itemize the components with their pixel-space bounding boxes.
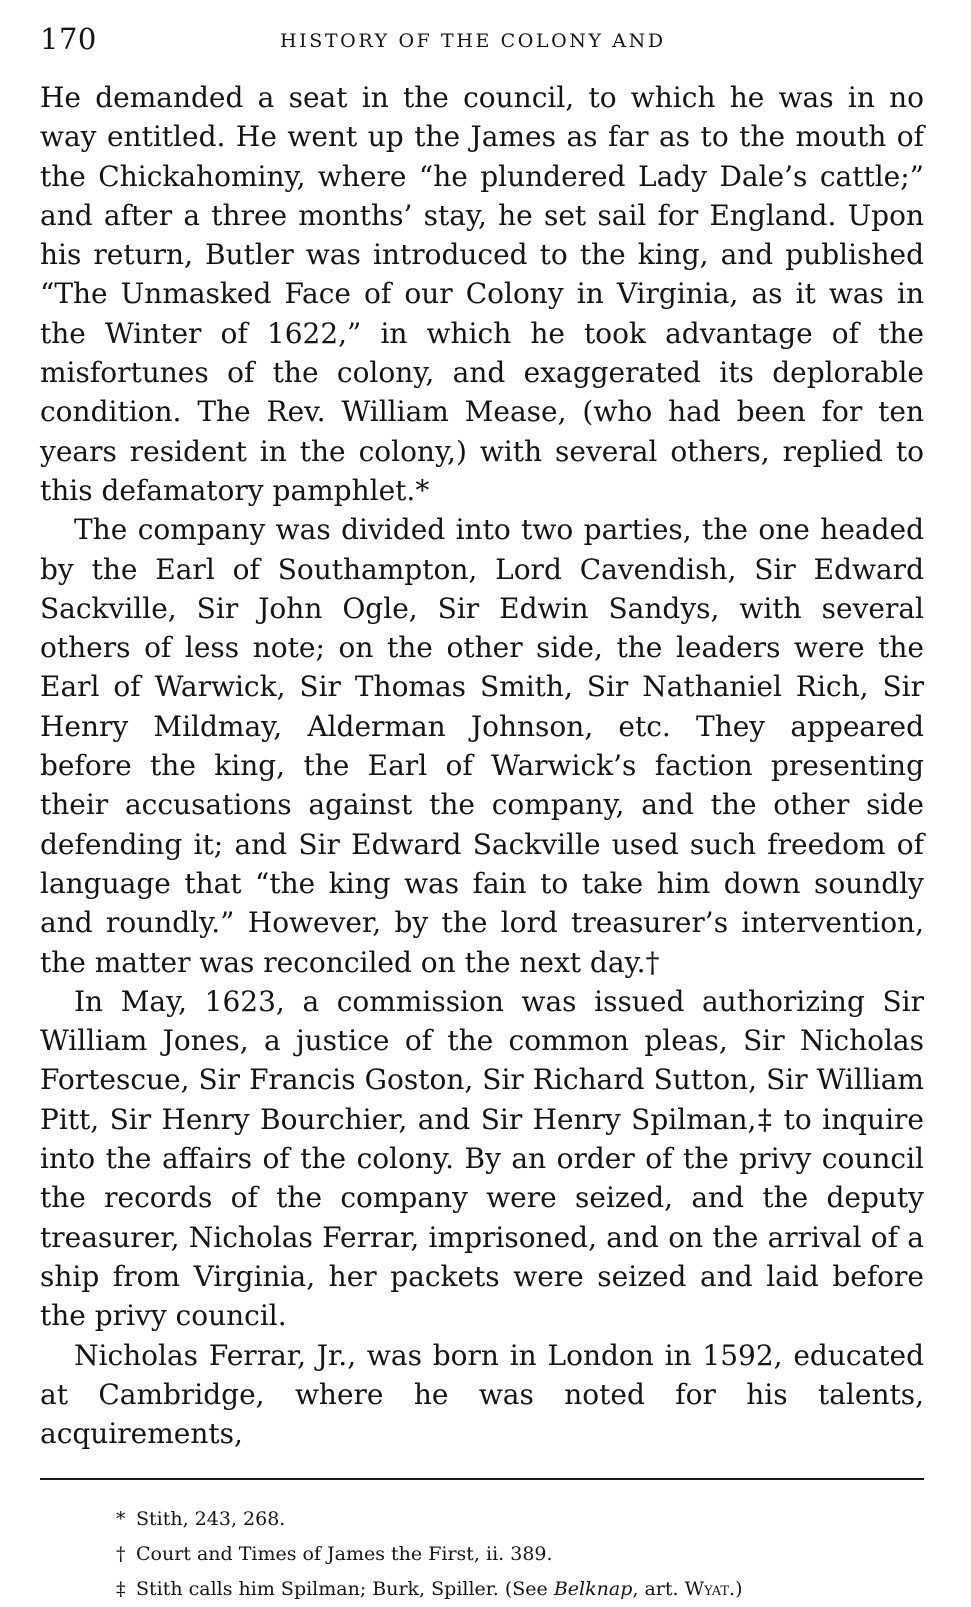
- footnote: [116, 1502, 924, 1537]
- running-head: [40, 22, 924, 58]
- footnote-italic-citation: Belknap: [553, 1578, 633, 1601]
- footnote-mark: †: [116, 1543, 126, 1566]
- paragraph: Nicholas Ferrar, Jr., was born in London in 1592, educated at Cambridge, where he was noted for his talents, acquirements,: [40, 1338, 924, 1451]
- page-number: 170: [40, 22, 97, 56]
- footnote-small-caps-citation: Wyat: [684, 1578, 730, 1601]
- footnote-mark: ‡: [116, 1578, 126, 1601]
- footnote: [116, 1537, 924, 1572]
- footnote-text: , art.: [632, 1578, 685, 1601]
- paragraph: The company was divided into two parties, the one headed by the Earl of Southampton, Lord Cavendish, Sir Edward Sackville, Sir John Ogle, Sir Edwin Sandys, with several others of less note; on the other side, the leaders were the Earl of Warwick, Sir Thomas Smith, Sir Nathaniel Rich, Sir Henry Mildmay, Alderman Johnson, etc. They appeared before the king, the Earl of Warwick’s faction presenting their accusations against the company, and the other side defending it; and Sir Edward Sackville used such freedom of language that “the king was fain to take him down soundly and roundly.” However, by the lord treasurer’s intervention, the matter was reconciled on the next day.†: [40, 513, 924, 979]
- paragraph: He demanded a seat in the council, to which he was in no way entitled. He went up the James as far as to the mouth of the Chickahominy, where “he plundered Lady Dale’s cattle;” and after a three months’ stay, he set sail for England. Upon his return, Butler was introduced to the king, and published “The Unmasked Face of our Colony in Virginia, as it was in the Winter of 1622,” in which he took advantage of the misfortunes of the colony, and exaggerated its deplorable condition. The Rev. William Mease, (who had been for ten years resident in the colony,) with several others, replied to this defamatory pamphlet.*: [40, 81, 924, 507]
- footnote-text: Stith, 243, 268.: [136, 1508, 286, 1531]
- book-page: [40, 22, 924, 1607]
- footnote: [116, 1572, 924, 1607]
- footnotes: [116, 1502, 924, 1607]
- footnote-text: .): [729, 1578, 743, 1601]
- footnote-rule: [40, 1478, 924, 1480]
- footnote-text: Stith calls him Spilman; Burk, Spiller. (See: [136, 1578, 554, 1601]
- footnote-mark: *: [116, 1508, 126, 1531]
- body-text: [40, 78, 924, 1453]
- running-head-title: HISTORY OF THE COLONY AND: [280, 30, 666, 52]
- footnote-text: Court and Times of James the First, ii. 389.: [136, 1543, 553, 1566]
- paragraph: In May, 1623, a commission was issued authorizing Sir William Jones, a justice of the common pleas, Sir Nicholas Fortescue, Sir Francis Goston, Sir Richard Sutton, Sir William Pitt, Sir Henry Bourchier, and Sir Henry Spilman,‡ to inquire into the affairs of the colony. By an order of the privy council the records of the company were seized, and the deputy treasurer, Nicholas Ferrar, imprisoned, and on the arrival of a ship from Virginia, her packets were seized and laid before the privy council.: [40, 984, 924, 1333]
